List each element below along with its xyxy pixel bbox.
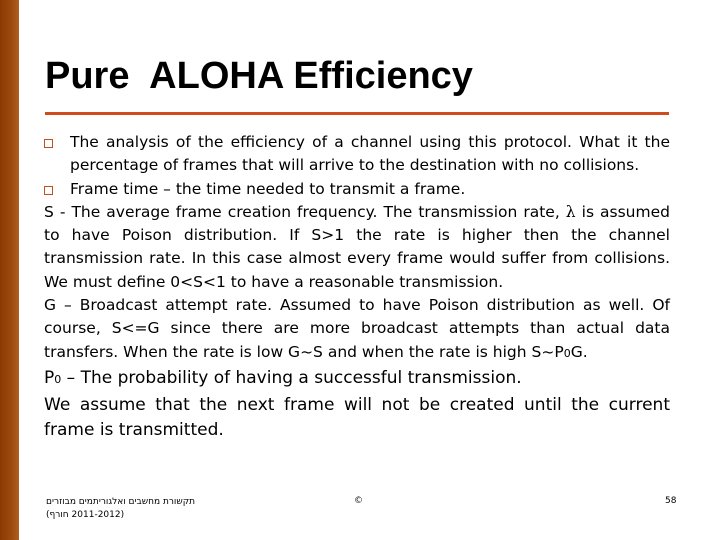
slide-title: Pure ALOHA Efficiency xyxy=(45,55,473,97)
footer-course xyxy=(46,496,195,522)
bullet-text: The analysis of the efficiency of a channel using this protocol. What it the percentage of frames that will arrive to the destination with no collisions. xyxy=(70,133,670,175)
paragraph-text: S - The average frame creation frequency. The transmission rate, xyxy=(44,202,560,221)
left-accent-bar xyxy=(0,0,19,540)
bullet-text: Frame time – the time needed to transmit a frame. xyxy=(70,179,466,198)
footer-semester: (2011-2012 חורף) xyxy=(46,510,125,520)
p0-letter: P xyxy=(44,367,55,388)
lambda-symbol: λ xyxy=(565,202,576,221)
subscript: 0 xyxy=(54,372,62,386)
paragraph-s-definition xyxy=(44,201,670,294)
paragraph-text: is assumed to have Poison distribution. If S>1 the rate is higher then the channel transmission rate. In this case almost every frame would suffer from collisions. We must define 0<S<1 to have a reasonable transmission. xyxy=(44,202,670,291)
slide-body xyxy=(44,131,670,443)
footer-course-title: תקשורת מחשבים ואלגוריתמים מבוזרים xyxy=(46,497,196,507)
page-number: 58 xyxy=(665,496,677,506)
square-bullet-icon xyxy=(44,139,53,148)
bullet-item xyxy=(44,131,670,178)
paragraph-p0-definition xyxy=(44,366,670,392)
paragraph-text: – The probability of having a successful transmission. xyxy=(61,367,522,388)
square-bullet-icon xyxy=(44,186,53,195)
paragraph-text: We assume that the next frame will not be created until the current frame is transmitted. xyxy=(44,394,670,440)
bullet-item xyxy=(44,178,670,201)
subscript: 0 xyxy=(563,346,571,360)
title-underline xyxy=(45,112,669,115)
paragraph-assumption xyxy=(44,393,670,443)
paragraph-text: G. xyxy=(570,342,588,361)
copyright-symbol: © xyxy=(354,496,363,506)
paragraph-g-definition xyxy=(44,294,670,365)
paragraph-text: G – Broadcast attempt rate. Assumed to have Poison distribution as well. Of course, S<=G since there are more broadcast attempts than actual data transfers. When the rate is low G~S and when the rate is high S~P xyxy=(44,296,670,361)
